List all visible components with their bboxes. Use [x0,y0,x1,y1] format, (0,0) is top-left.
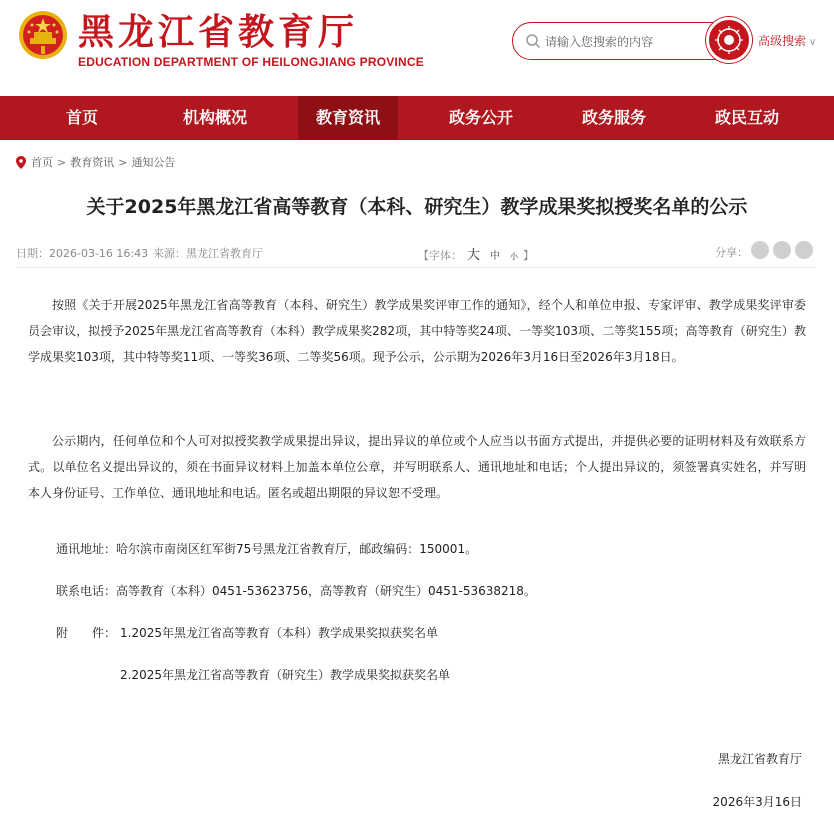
search-input[interactable] [545,32,705,52]
weibo-share-icon[interactable] [773,241,791,259]
site-header [0,0,834,96]
search-icon [525,33,541,49]
search-emblem-icon [709,20,749,60]
breadcrumb-home[interactable]: 首页 [31,156,53,169]
site-name-en: EDUCATION DEPARTMENT OF HEILONGJIANG PROVINCE [78,55,424,69]
signature: 黑龙江省教育厅 [717,752,802,766]
font-size-large[interactable]: 大 [467,248,481,263]
search-button[interactable] [706,17,752,63]
breadcrumb-separator: > [118,155,128,169]
advanced-search-label: 高级搜索 [758,34,807,48]
chevron-down-icon: ∨ [809,37,817,48]
breadcrumb-notices[interactable]: 通知公告 [131,156,176,169]
advanced-search-link[interactable] [758,32,816,49]
contact-address: 通讯地址：哈尔滨市南岗区红军街75号黑龙江省教育厅，邮政编码：150001。 [56,542,478,556]
font-size-close: 】 [523,249,535,262]
qzone-share-icon[interactable] [795,241,813,259]
attachment-link-1[interactable]: 1.2025年黑龙江省高等教育（本科）教学成果奖拟获奖名单 [120,626,438,640]
font-size-control [418,244,534,263]
nav-item-organization[interactable]: 机构概况 [182,108,247,127]
location-pin-icon [16,156,26,169]
national-emblem-icon[interactable] [18,10,68,60]
breadcrumb-separator: > [57,155,67,169]
nav-item-news[interactable]: 教育资讯 [298,96,398,140]
publish-date: 日期：2026-03-16 16:43 [16,247,149,260]
sign-date: 2026年3月16日 [712,795,802,809]
nav-item-home[interactable]: 首页 [65,108,98,127]
article-paragraph: 按照《关于开展2025年黑龙江省高等教育（本科、研究生）教学成果奖评审工作的通知》，经个人和单位申报、专家评审、教学成果奖评审委员会审议，拟授予2025年黑龙江省高等教育（本科）教学成果奖282项，其中特等奖24项、一等奖103项、二等奖155项；高等教育（研究生）教学成果奖103项，其中特等奖11项、一等奖36项、二等奖56项。现予公示，公示期为2026年3月16日至2026年3月18日。 [28,298,806,364]
article-source: 来源：黑龙江省教育厅 [153,247,263,260]
nav-item-interaction[interactable]: 政民互动 [714,108,779,127]
contact-phone: 联系电话：高等教育（本科）0451-53623756，高等教育（研究生）0451-53638218。 [56,584,536,598]
breadcrumb [16,154,175,170]
nav-item-gov-service[interactable]: 政务服务 [581,108,646,127]
font-size-label: 【字体： [418,249,462,262]
nav-item-gov-open[interactable]: 政务公开 [448,108,513,127]
site-name-cn[interactable]: 黑龙江省教育厅 [78,11,359,53]
font-size-small[interactable]: 小 [510,252,519,261]
breadcrumb-news[interactable]: 教育资讯 [70,156,115,169]
attachment-link-2[interactable]: 2.2025年黑龙江省高等教育（研究生）教学成果奖拟获奖名单 [120,668,450,682]
article-meta [16,232,816,268]
font-size-medium[interactable]: 中 [490,251,501,262]
attachment-label: 附 件： [56,626,117,640]
wechat-share-icon[interactable] [751,241,769,259]
article-title: 关于2025年黑龙江省高等教育（本科、研究生）教学成果奖拟授奖名单的公示 [86,196,748,218]
main-nav [0,96,834,140]
share-label: 分享： [715,246,748,259]
article-paragraph: 公示期内，任何单位和个人可对拟授奖教学成果提出异议，提出异议的单位或个人应当以书面方式提出，并提供必要的证明材料及有效联系方式。以单位名义提出异议的，须在书面异议材料上加盖本单位公章，并写明联系人、通讯地址和电话；个人提出异议的，须签署真实姓名，并写明本人身份证号、工作单位、通讯地址和电话。匿名或超出期限的异议恕不受理。 [28,434,806,500]
